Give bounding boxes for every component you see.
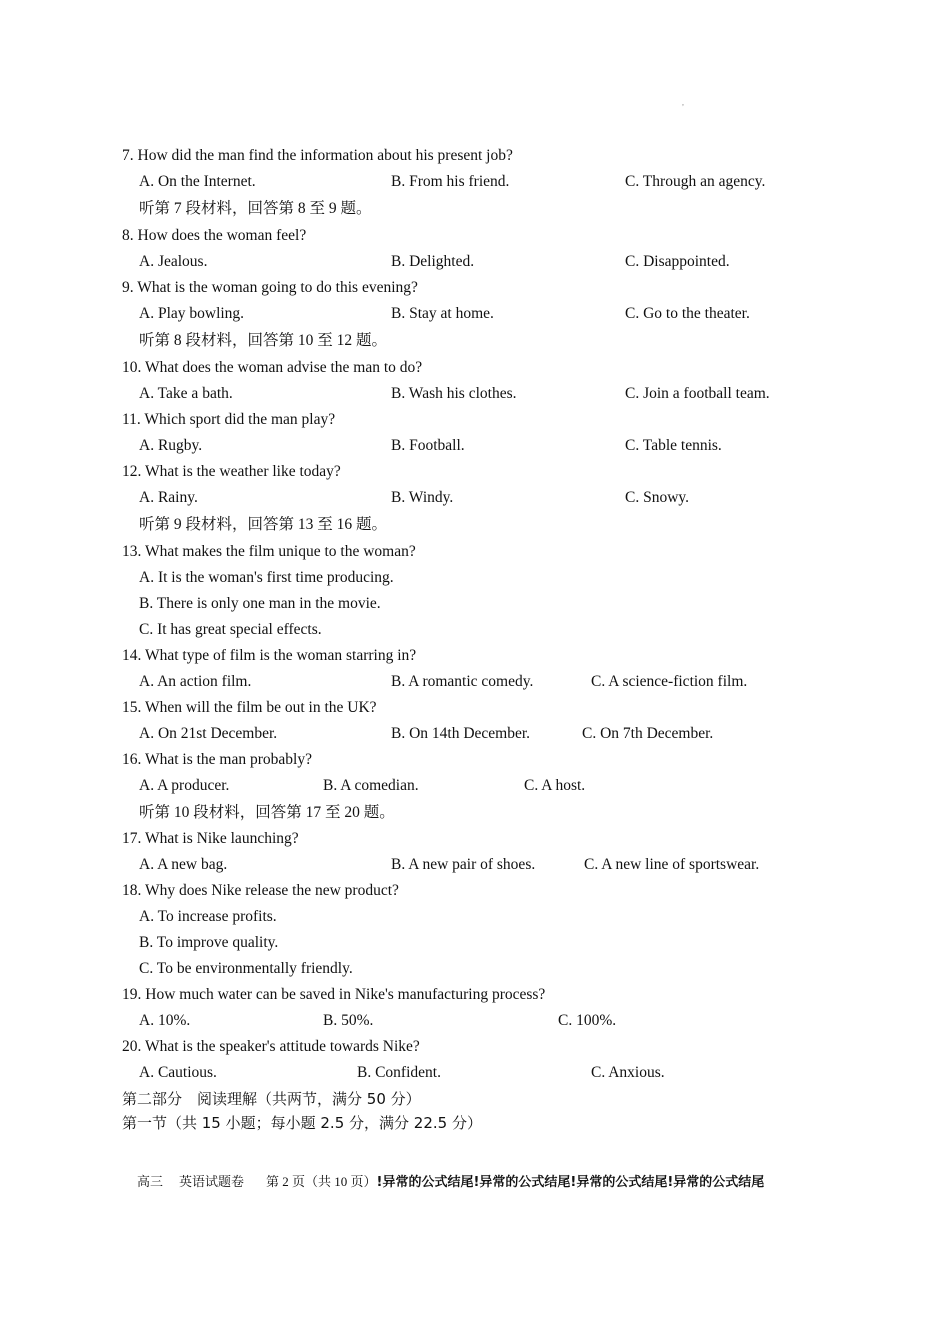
option-c: C. Anxious. <box>591 1064 665 1081</box>
option-a: A. A new bag. <box>139 856 228 873</box>
option-b: B. On 14th December. <box>391 725 531 742</box>
option-b: B. There is only one man in the movie. <box>139 595 381 612</box>
option-b: B. Stay at home. <box>391 305 494 322</box>
option-a: A. To increase profits. <box>139 908 277 925</box>
question-17: 17. What is Nike launching? <box>122 830 299 847</box>
option-a: A. Cautious. <box>139 1064 217 1081</box>
option-b: B. Confident. <box>357 1064 441 1081</box>
option-c: C. Join a football team. <box>625 385 770 402</box>
option-b: B. Wash his clothes. <box>391 385 517 402</box>
question-12: 12. What is the weather like today? <box>122 463 341 480</box>
instruction-8: 听第 8 段材料，回答第 10 至 12 题。 <box>139 332 388 349</box>
question-19: 19. How much water can be saved in Nike's manufacturing process? <box>122 986 546 1003</box>
option-a: A. It is the woman's first time producing. <box>139 569 394 586</box>
option-b: B. A romantic comedy. <box>391 673 534 690</box>
question-16: 16. What is the man probably? <box>122 751 312 768</box>
instruction-10: 听第 10 段材料，回答第 17 至 20 题。 <box>139 804 395 821</box>
option-b: B. A comedian. <box>323 777 419 794</box>
option-c: C. Table tennis. <box>625 437 722 454</box>
question-13: 13. What makes the film unique to the woman? <box>122 543 416 560</box>
option-c: C. A new line of sportswear. <box>584 856 760 873</box>
option-b: B. 50%. <box>323 1012 374 1029</box>
option-a: A. Play bowling. <box>139 305 245 322</box>
stray-mark: , <box>682 98 684 107</box>
option-c: C. A science-fiction film. <box>591 673 748 690</box>
option-c: C. Through an agency. <box>625 173 766 190</box>
option-a: A. Jealous. <box>139 253 208 270</box>
option-a: A. 10%. <box>139 1012 191 1029</box>
instruction-7: 听第 7 段材料，回答第 8 至 9 题。 <box>139 200 372 217</box>
question-20: 20. What is the speaker's attitude towards Nike? <box>122 1038 420 1055</box>
footer-subject: 英语试题卷 <box>179 1174 245 1189</box>
footer-error-text: !异常的公式结尾!异常的公式结尾!异常的公式结尾!异常的公式结尾 <box>376 1175 765 1190</box>
option-b: B. From his friend. <box>391 173 510 190</box>
question-7: 7. How did the man find the information about his present job? <box>122 147 513 164</box>
option-a: A. An action film. <box>139 673 252 690</box>
option-c: C. It has great special effects. <box>139 621 322 638</box>
part-2-heading: 第二部分 阅读理解（共两节，满分 50 分） <box>122 1090 421 1108</box>
option-a: A. On the Internet. <box>139 173 256 190</box>
footer-page-number: 第 2 页（共 10 页） <box>266 1174 377 1189</box>
question-14: 14. What type of film is the woman starring in? <box>122 647 417 664</box>
option-a: A. Rugby. <box>139 437 203 454</box>
option-c: C. A host. <box>524 777 586 794</box>
question-18: 18. Why does Nike release the new product? <box>122 882 399 899</box>
section-1-heading: 第一节（共 15 小题；每小题 2.5 分，满分 22.5 分） <box>122 1114 482 1132</box>
option-b: B. To improve quality. <box>139 934 279 951</box>
question-10: 10. What does the woman advise the man to do? <box>122 359 423 376</box>
question-15: 15. When will the film be out in the UK? <box>122 699 377 716</box>
option-a: A. Take a bath. <box>139 385 233 402</box>
option-b: B. Windy. <box>391 489 454 506</box>
page-footer <box>137 1171 764 1190</box>
question-11: 11. Which sport did the man play? <box>122 411 336 428</box>
option-a: A. Rainy. <box>139 489 198 506</box>
footer-grade: 高三 <box>137 1174 164 1189</box>
option-b: B. Delighted. <box>391 253 475 270</box>
option-c: C. Disappointed. <box>625 253 730 270</box>
instruction-9: 听第 9 段材料，回答第 13 至 16 题。 <box>139 516 388 533</box>
option-c: C. 100%. <box>558 1012 617 1029</box>
option-c: C. On 7th December. <box>582 725 714 742</box>
option-b: B. Football. <box>391 437 465 454</box>
option-c: C. Go to the theater. <box>625 305 750 322</box>
question-9: 9. What is the woman going to do this evening? <box>122 279 418 296</box>
question-8: 8. How does the woman feel? <box>122 227 307 244</box>
option-c: C. To be environmentally friendly. <box>139 960 353 977</box>
option-a: A. On 21st December. <box>139 725 278 742</box>
option-a: A. A producer. <box>139 777 230 794</box>
option-b: B. A new pair of shoes. <box>391 856 536 873</box>
option-c: C. Snowy. <box>625 489 690 506</box>
